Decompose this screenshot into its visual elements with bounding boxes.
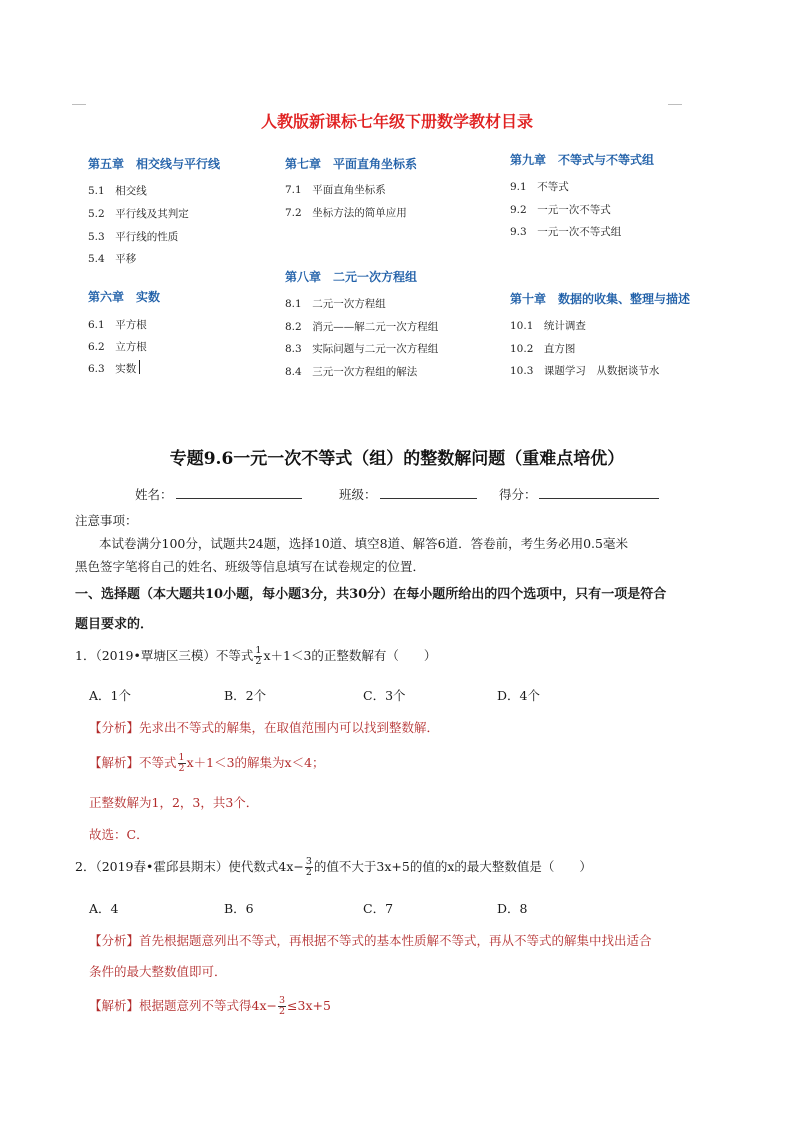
chapter-8-title: 第八章 二元一次方程组 xyxy=(285,270,418,284)
q1-solution xyxy=(89,752,325,774)
q2-solution xyxy=(89,995,331,1017)
solution-before: 不等式 xyxy=(139,755,177,770)
solution-after: ≤3x+5 xyxy=(287,998,331,1013)
class-label: 班级： xyxy=(339,487,377,502)
header-mark-left xyxy=(72,104,86,105)
analysis-tag: 【分析】 xyxy=(89,720,140,735)
toc-item: 9.1 不等式 xyxy=(510,181,569,193)
toc-item: 6.2 立方根 xyxy=(88,341,147,353)
option-b: B．6 xyxy=(224,901,254,916)
notice-line: 黑色签字笔将自己的姓名、班级等信息填写在试卷规定的位置． xyxy=(75,559,426,574)
toc-item: 7.1 平面直角坐标系 xyxy=(285,184,386,196)
option-a: A．1个 xyxy=(89,688,131,703)
solution-tag: 【解析】 xyxy=(89,755,140,770)
fraction xyxy=(305,857,313,878)
q1-solution-line: 正整数解为1，2，3，共3个． xyxy=(89,795,259,810)
toc-item: 8.2 消元——解二元一次方程组 xyxy=(285,321,439,333)
toc-item: 8.4 三元一次方程组的解法 xyxy=(285,366,418,378)
document-title: 专题9.6一元一次不等式（组）的整数解问题（重难点培优） xyxy=(169,449,625,469)
fraction-denominator: 2 xyxy=(279,1006,286,1017)
toc-item: 6.3 实数 xyxy=(88,363,137,375)
q2-analysis-line: 条件的最大整数值即可． xyxy=(89,964,227,979)
chapter-6-title: 第六章 实数 xyxy=(88,290,161,304)
section-heading: 一、选择题（本大题共10小题，每小题3分，共30分）在每小题所给出的四个选项中，只有一项是符合 xyxy=(75,587,667,602)
question-2-stem xyxy=(75,856,592,878)
toc-item: 9.2 一元一次不等式 xyxy=(510,204,611,216)
section-heading: 题目要求的． xyxy=(75,617,154,632)
toc-item: 8.3 实际问题与二元一次方程组 xyxy=(285,343,439,355)
class-field[interactable] xyxy=(380,498,477,499)
option-b: B．2个 xyxy=(224,688,267,703)
toc-title: 人教版新课标七年级下册数学教材目录 xyxy=(260,112,533,131)
solution-before: 根据题意列不等式得4x− xyxy=(139,998,277,1013)
option-d: D．4个 xyxy=(497,688,540,703)
q1-stem-before: 1．（2019•覃塘区三模）不等式 xyxy=(75,648,254,663)
chapter-9-title: 第九章 不等式与不等式组 xyxy=(510,153,655,167)
fraction-denominator: 2 xyxy=(178,763,185,774)
toc-item: 9.3 一元一次不等式组 xyxy=(510,226,622,238)
q2-analysis xyxy=(89,931,652,949)
toc-item: 7.2 坐标方法的简单应用 xyxy=(285,207,407,219)
notice-line: 本试卷满分100分，试题共24题，选择10道、填空8道、解答6道．答卷前，考生务必用0.5毫米 xyxy=(99,536,628,551)
fraction xyxy=(278,996,286,1017)
toc-item: 10.3 课题学习 从数据谈节水 xyxy=(510,365,660,377)
q2-stem-after: 的值不大于3x+5的值的x的最大整数值是（ ） xyxy=(313,859,592,874)
chapter-7-title: 第七章 平面直角坐标系 xyxy=(285,157,418,171)
option-c: C．3个 xyxy=(363,688,406,703)
analysis-tag: 【分析】 xyxy=(89,933,140,948)
notice-heading: 注意事项： xyxy=(75,513,138,528)
question-1-stem xyxy=(75,645,436,667)
fraction xyxy=(254,646,262,667)
option-d: D．8 xyxy=(497,901,528,916)
q1-stem-after: x＋1＜3的正整数解有（ ） xyxy=(263,648,437,663)
chapter-10-title: 第十章 数据的收集、整理与描述 xyxy=(510,292,691,306)
name-field[interactable] xyxy=(176,498,302,499)
solution-tag: 【解析】 xyxy=(89,998,140,1013)
fraction-denominator: 2 xyxy=(255,656,262,667)
option-c: C．7 xyxy=(363,901,394,916)
toc-item: 5.1 相交线 xyxy=(88,185,147,197)
toc-item: 8.1 二元一次方程组 xyxy=(285,298,386,310)
fraction-numerator: 3 xyxy=(305,856,312,867)
toc-item: 5.3 平行线的性质 xyxy=(88,231,179,243)
text-cursor xyxy=(139,360,140,374)
q1-answer: 故选：C． xyxy=(89,827,149,842)
q2-stem-before: 2．（2019春•霍邱县期末）使代数式4x− xyxy=(75,859,304,874)
analysis-text: 首先根据题意列出不等式，再根据不等式的基本性质解不等式，再从不等式的解集中找出适合 xyxy=(139,933,652,948)
score-label: 得分： xyxy=(499,487,537,502)
fraction-numerator: 1 xyxy=(255,645,262,656)
name-label: 姓名： xyxy=(135,487,173,502)
toc-item: 10.1 统计调查 xyxy=(510,320,586,332)
score-field[interactable] xyxy=(539,498,659,499)
header-mark-right xyxy=(668,104,682,105)
toc-item: 5.2 平行线及其判定 xyxy=(88,208,189,220)
fraction-numerator: 3 xyxy=(279,995,286,1006)
toc-item: 10.2 直方图 xyxy=(510,343,576,355)
fraction xyxy=(178,753,186,774)
solution-after: x＋1＜3的解集为x＜4； xyxy=(186,755,325,770)
toc-item: 5.4 平移 xyxy=(88,253,137,265)
option-a: A．4 xyxy=(89,901,119,916)
chapter-5-title: 第五章 相交线与平行线 xyxy=(88,157,221,171)
fraction-numerator: 1 xyxy=(178,752,185,763)
fraction-denominator: 2 xyxy=(305,867,312,878)
q1-analysis xyxy=(89,718,439,736)
toc-item: 6.1 平方根 xyxy=(88,319,147,331)
analysis-text: 先求出不等式的解集，在取值范围内可以找到整数解． xyxy=(139,720,440,735)
